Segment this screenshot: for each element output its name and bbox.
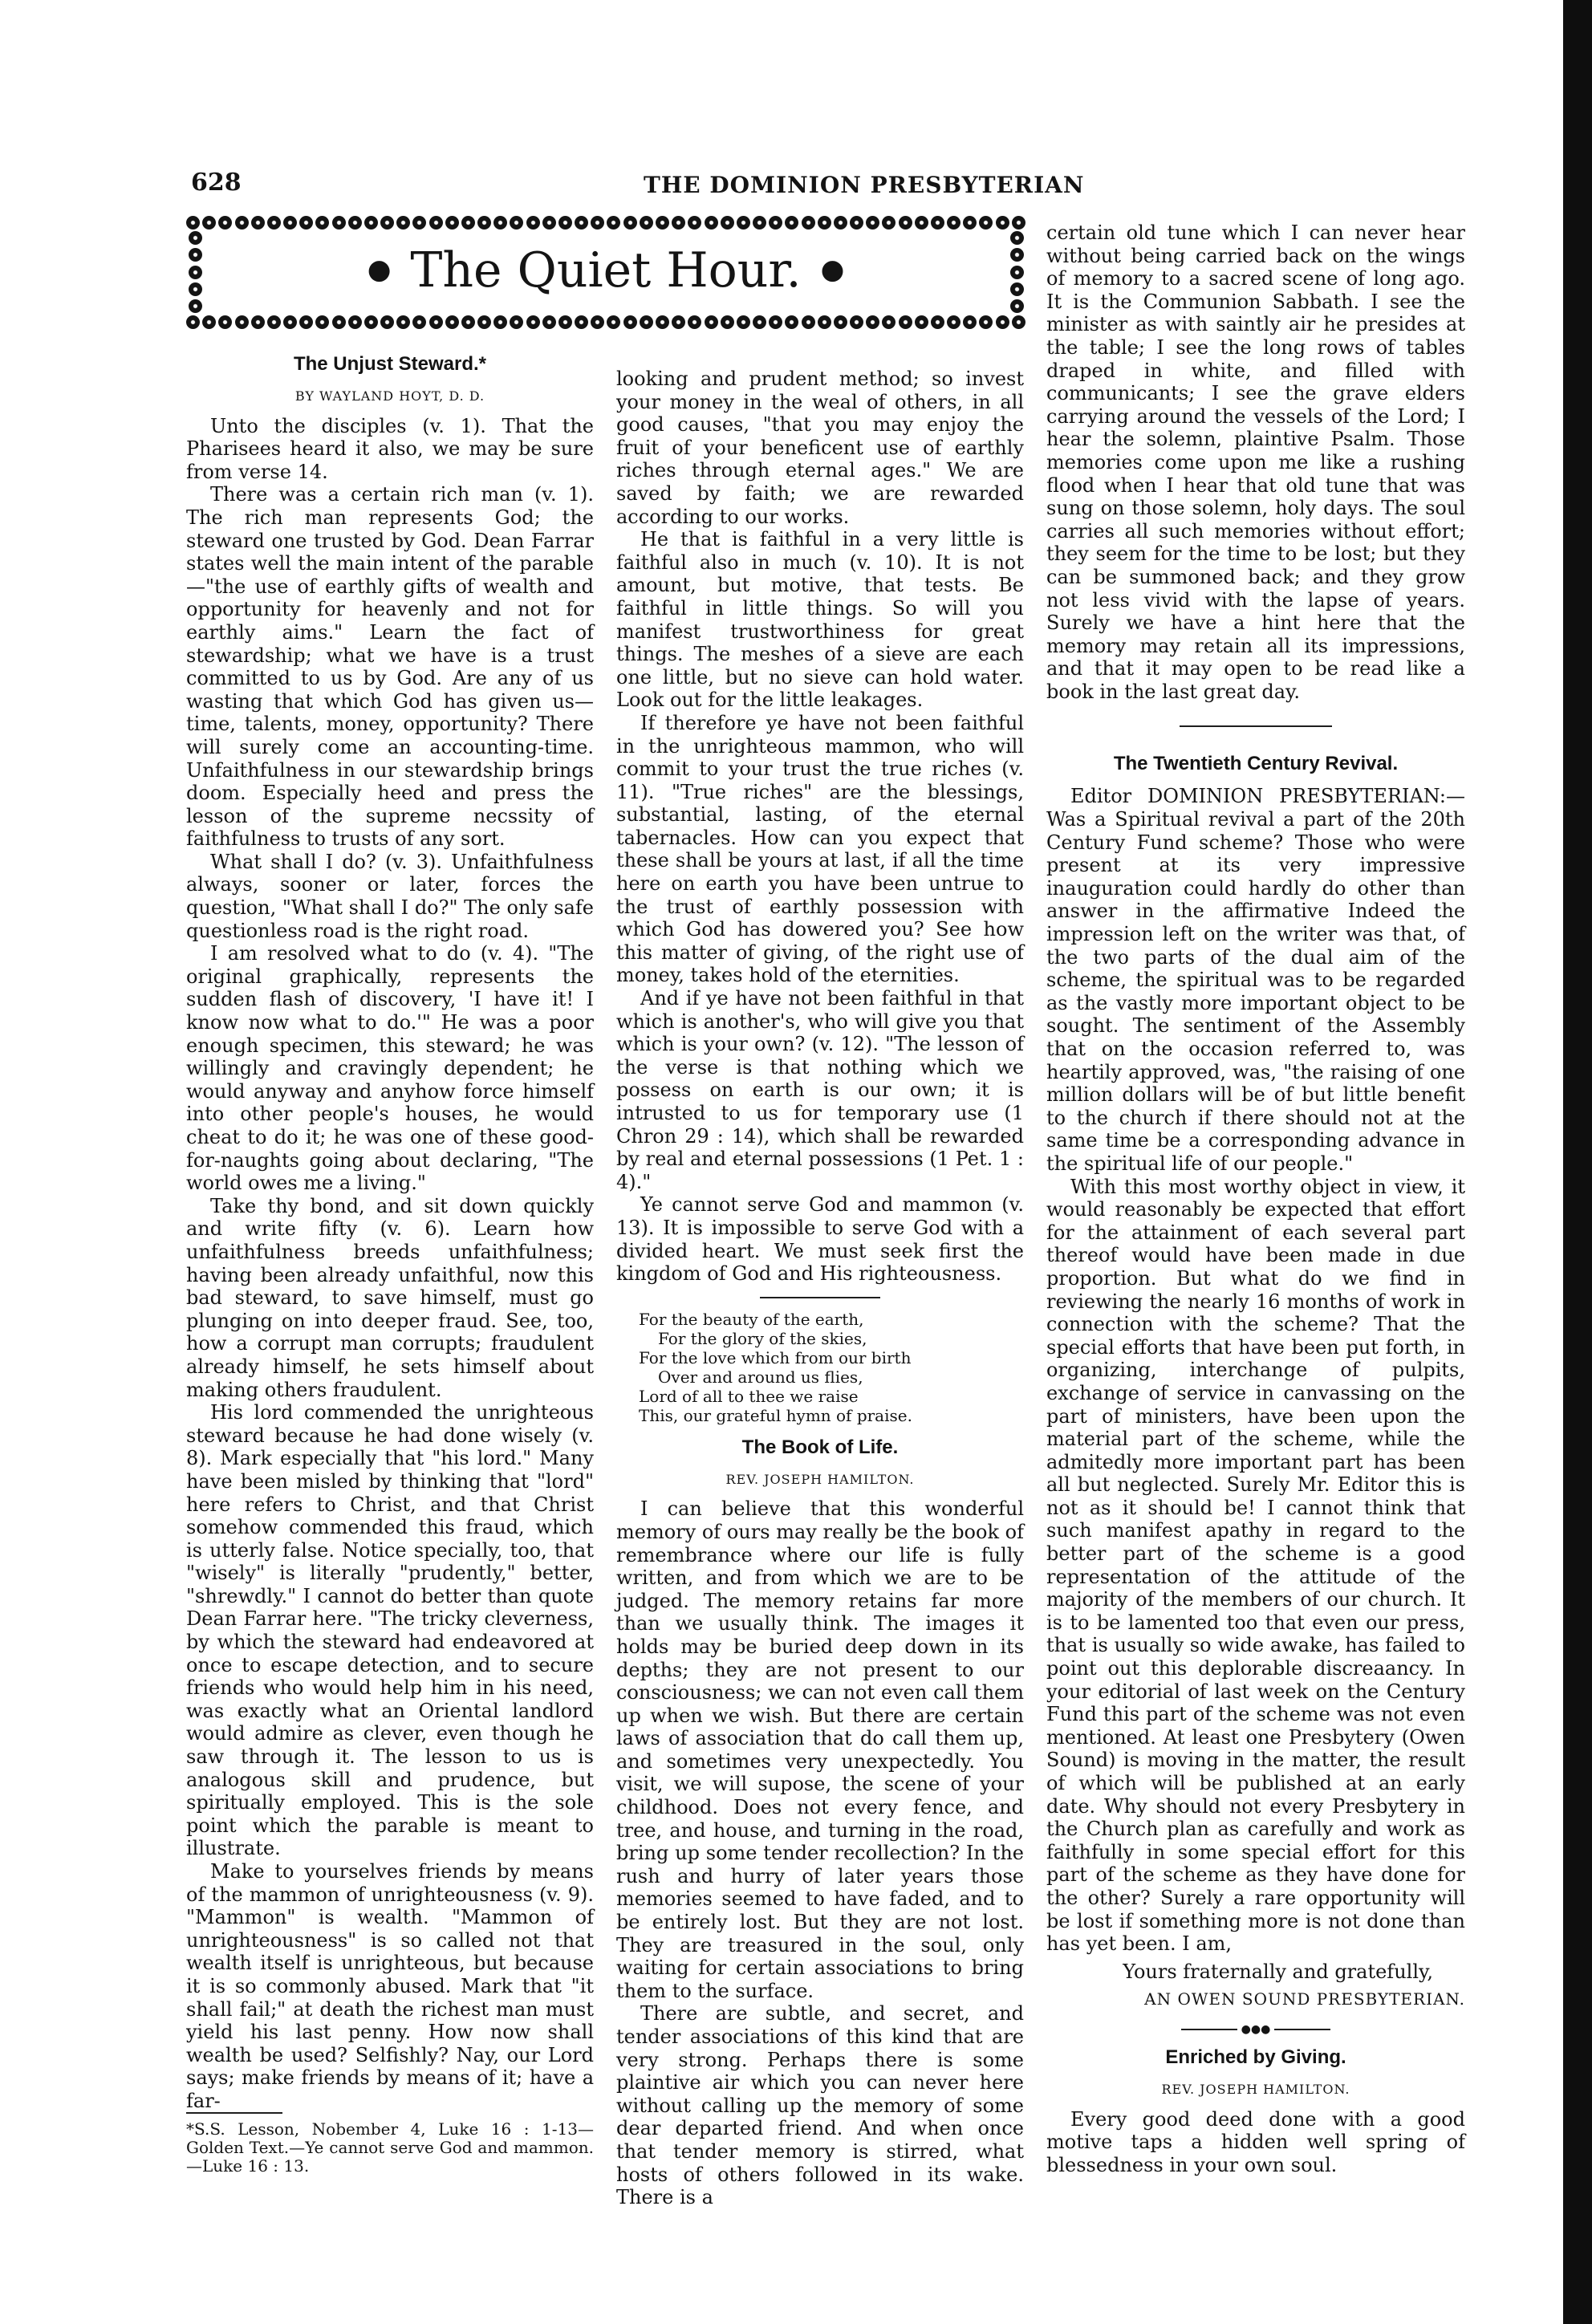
bead-ornament bbox=[510, 216, 523, 230]
bead-ornament bbox=[623, 315, 637, 329]
bead-ornament bbox=[332, 216, 346, 230]
article-title-book-of-life: The Book of Life. bbox=[741, 1436, 899, 1458]
bead-ornament bbox=[558, 216, 572, 230]
bead-ornament bbox=[299, 216, 313, 230]
bead-ornament bbox=[899, 216, 912, 230]
bead-ornament bbox=[251, 216, 265, 230]
bead-ornament bbox=[526, 315, 540, 329]
bead-ornament bbox=[607, 315, 620, 329]
bead-ornament bbox=[412, 216, 426, 230]
bead-ornament bbox=[834, 216, 847, 230]
bead-ornament bbox=[429, 315, 443, 329]
column-3 bbox=[1046, 221, 1465, 2176]
paragraph-continued: looking and prudent method; so invest your money in the weal of others, in all good causes, "that you may enjoy the fruit of your beneficent use of earthly riches through eternal ages." We are saved by faith; we are rewarded according to our works. bbox=[616, 368, 1024, 528]
paragraph: If therefore ye have not been faithful in the unrighteous mammon, who will commit to your trust the true riches (v. 11). "True riches" are the blessings, substantial, lasting, of the eternal tabernacles. How can you expect that these shall be yours at last, if all the time here on earth you have been untrue to the trust of earthly possession with which God has dowered you? See how this matter of giving, of the right use of money, takes hold of the eternities. bbox=[616, 711, 1024, 987]
verse-line: For the beauty of the earth, bbox=[639, 1309, 864, 1329]
bead-ornament bbox=[396, 315, 410, 329]
page-number: 628 bbox=[191, 169, 242, 197]
bead-ornament bbox=[963, 315, 977, 329]
bead-ornament bbox=[656, 315, 669, 329]
bead-ornament bbox=[769, 315, 782, 329]
bead-ornament bbox=[979, 216, 993, 230]
bead-ornament bbox=[979, 315, 993, 329]
bead-ornament bbox=[348, 216, 362, 230]
bead-ornament bbox=[315, 315, 329, 329]
ornament-dots: ●●● bbox=[1241, 2022, 1271, 2036]
bead-ornament bbox=[640, 216, 653, 230]
bead-ornament bbox=[364, 216, 378, 230]
bead-ornament bbox=[915, 216, 928, 230]
bead-ornament bbox=[235, 216, 249, 230]
bead-ornament bbox=[218, 216, 232, 230]
bead-ornament bbox=[575, 315, 588, 329]
bead-border-bottom bbox=[186, 313, 1025, 331]
bead-ornament bbox=[947, 216, 960, 230]
bead-ornament bbox=[299, 315, 313, 329]
paragraph-continued: certain old tune which I can never hear without being carried back on the wings of memory to a sacred scene of long ago. It is the Communion Sabbath. I see the minister as with saintly air he presides at the table; I see the long rows of tables draped in white, and filled with communicants; I see the grave elders carrying around the vessels of the Lord; I hear the solemn, plaintive Psalm. Those memories come upon me like a rushing flood when I hear that old tune that was sung on those solemn, holy days. The soul carries all such memories without effort; they seem for the time to be lost; but they can be summoned back; and they grow not less vivid with the lapse of years. Surely we have a hint here that the memory may retain all its impressions, and that it may open to be read like a book in the last great day. bbox=[1046, 221, 1465, 703]
bead-ornament bbox=[818, 315, 831, 329]
ornament-rule-left bbox=[1181, 2029, 1237, 2030]
bead-ornament bbox=[737, 216, 750, 230]
verse-line: For the love which from our birth bbox=[639, 1347, 912, 1367]
bead-ornament bbox=[705, 315, 718, 329]
bead-ornament bbox=[186, 216, 200, 230]
bead-ornament bbox=[251, 315, 265, 329]
bullet-ornament-right: ● bbox=[820, 254, 845, 286]
bead-border-top bbox=[186, 213, 1025, 231]
bead-ornament bbox=[267, 315, 281, 329]
bead-ornament bbox=[607, 216, 620, 230]
bead-ornament bbox=[688, 216, 701, 230]
bead-ornament bbox=[915, 315, 928, 329]
article-title-unjust-steward: The Unjust Steward.* bbox=[293, 353, 487, 375]
bead-ornament bbox=[477, 216, 491, 230]
paragraph: And if ye have not been faithful in that which is another's, who will give you that which is your own? (v. 12). "The lesson of the verse is that nothing which we possess on earth is our own; it is intrusted to us for temporary use (1 Chron 29 : 14), which shall be rewarded by real and eternal possessions (1 Pet. 1 : 4)." bbox=[616, 987, 1024, 1193]
footnote: *S.S. Lesson, Nobember 4, Luke 16 : 1-13—Golden Text.—Ye cannot serve God and mammon.—Luke 16 : 13. bbox=[186, 2119, 594, 2176]
paragraph: His lord commended the unrighteous steward because he had done wisely (v. 8). Mark especially that "his lord." Many have been misled by thinking that "lord" here refers to Christ, and that Christ somehow commended this fraud, which is utterly false. Notice specially, too, that "wisely" is literally "prudently," better, "shrewdly." I cannot do better than quote Dean Farrar here. "The tricky cleverness, by which the steward had endeavored at once to escape detection, and to secure friends who would help him in his need, was exactly what an Oriental landlord would admire as clever, even though he saw through it. The lesson to us is analogous skill and prudence, but spiritually employed. This is the sole point which the parable is meant to illustrate. bbox=[186, 1401, 594, 1860]
verse-line: For the glory of the skies, bbox=[658, 1328, 867, 1348]
bead-ornament bbox=[850, 315, 863, 329]
bead-ornament bbox=[947, 315, 960, 329]
bead-ornament bbox=[235, 315, 249, 329]
bead-ornament bbox=[202, 315, 216, 329]
bead-ornament bbox=[412, 315, 426, 329]
bead-ornament bbox=[283, 216, 297, 230]
bead-ornament bbox=[558, 315, 572, 329]
paragraph: Take thy bond, and sit down quickly and write fifty (v. 6). Learn how unfaithfulness breeds unfaithfulness; having been already unfaithful, now this bad steward, to save himself, must go plunging on into deeper fraud. See, too, how a corrupt man corrupts; fraudulent already himself, he sets himself about making others fraudulent. bbox=[186, 1194, 594, 1401]
bead-ornament bbox=[866, 315, 879, 329]
bead-ornament bbox=[996, 315, 1009, 329]
bead-ornament bbox=[996, 216, 1009, 230]
verse-line: This, our grateful hymn of praise. bbox=[639, 1405, 912, 1425]
bead-ornament bbox=[526, 216, 540, 230]
bead-ornament bbox=[283, 315, 297, 329]
bead-ornament bbox=[802, 216, 815, 230]
bead-ornament bbox=[882, 315, 896, 329]
paragraph: I am resolved what to do (v. 4). "The original graphically, represents the sudden flash of discovery, 'I have it! I know now what to do.'" He was a poor enough specimen, this steward; he was willingly and cravingly dependent; he would anyway and anyhow force himself into other people's houses, he would cheat to do it; he was one of these good-for-naughts going about declaring, "The world owes me a living." bbox=[186, 942, 594, 1195]
bead-ornament bbox=[769, 216, 782, 230]
verse-line: Over and around us flies, bbox=[658, 1367, 863, 1387]
verse-line: Lord of all to thee we raise bbox=[639, 1386, 859, 1406]
column-1 bbox=[186, 347, 594, 2113]
bead-ornament bbox=[186, 315, 200, 329]
paragraph: There are subtle, and secret, and tender associations of this kind that are very strong. Perhaps there is some plaintive air which you can never here without calling up the memory of some dear departed friend. And when once that tender memory is stirred, what hosts of others followed in its wake. There is a bbox=[616, 2002, 1024, 2209]
hymn-verse bbox=[639, 1310, 1024, 1425]
article-byline-unjust-steward: BY WAYLAND HOYT, D. D. bbox=[294, 388, 485, 404]
bead-ornament bbox=[396, 216, 410, 230]
bead-ornament bbox=[672, 216, 685, 230]
bead-ornament bbox=[429, 216, 443, 230]
letter-signature: AN OWEN SOUND PRESBYTERIAN. bbox=[1144, 1989, 1465, 2009]
paragraph: He that is faithful in a very little is faithful also in much (v. 10). It is not amount, but motive, that tests. Be faithful in little things. So will you manifest trustworthiness for great things. The meshes of a sieve are each one little, but no sieve can hold water. Look out for the little leakages. bbox=[616, 528, 1024, 712]
bead-ornament bbox=[542, 216, 556, 230]
bead-ornament bbox=[510, 315, 523, 329]
bead-ornament bbox=[931, 216, 944, 230]
paragraph: There was a certain rich man (v. 1). The rich man represents God; the steward one trusted by God. Dean Farrar states well the main intent of the parable—"the use of earthly gifts of wealth and opportunity for heavenly and not for earthly aims." Learn the fact of stewardship; what we have is a trust committed to us by God. Are any of us wasting that which God has given us—time, talents, money, opportunity? There will surely come an accounting-time. Unfaithfulness in our stewardship brings doom. Especially heed and press the lesson of the supreme necssity of faithfulness to trusts of any sort. bbox=[186, 483, 594, 851]
letter-closing: Yours fraternally and gratefully, bbox=[1123, 1960, 1433, 1983]
bead-ornament bbox=[672, 315, 685, 329]
paragraph: Unto the disciples (v. 1). That the Pharisees heard it also, we may be sure from verse 14. bbox=[186, 414, 594, 483]
divider-rule bbox=[760, 1297, 880, 1298]
bead-ornament bbox=[1012, 315, 1025, 329]
bead-ornament bbox=[963, 216, 977, 230]
article-byline-enriched-by-giving: REV. JOSEPH HAMILTON. bbox=[1161, 2081, 1350, 2097]
bead-ornament bbox=[202, 216, 216, 230]
section-title-text: The Quiet Hour. bbox=[410, 242, 802, 299]
bead-ornament bbox=[866, 216, 879, 230]
bead-ornament bbox=[348, 315, 362, 329]
ornament-rule-right bbox=[1274, 2029, 1330, 2030]
bead-ornament bbox=[834, 315, 847, 329]
footnote-rule bbox=[186, 2112, 282, 2114]
bead-ornament bbox=[493, 315, 507, 329]
letter-paragraph: With this most worthy object in view, it would reasonably be expected that effort for the attainment of each several part thereof would have been made in due proportion. But what do we find in reviewing the nearly 16 months of work in connection with the scheme? That the special efforts that have been put forth, in organizing, interchange of pulpits, exchange of service in canvassing on the part of ministers, have been upon the material part of the scheme, while the admitedly more important part has been all but neglected. Surely Mr. Editor this is not as it should be! I cannot think that such manifest apathy in regard to the better part of the scheme is a good representation of the attitude of the majority of the members of our church. It is to be lamented too that even our press, that is usually so wide awake, has failed to point out this deplorable discreaancy. In your editorial of last week on the Century Fund this part of the scheme was not even mentioned. At least one Presbytery (Owen Sound) is moving in the matter, the result of which will be published at an early date. Why should not every Presbytery in the Church plan as carefully and work as faithfully in some special effort for this part of the scheme as they have done for the other? Surely a rare opportunity will be lost if something more is not done than has yet been. I am, bbox=[1046, 1175, 1465, 1956]
bullet-ornament-left: ● bbox=[367, 254, 392, 286]
bead-ornament bbox=[267, 216, 281, 230]
bead-ornament bbox=[380, 216, 394, 230]
bead-ornament bbox=[721, 216, 734, 230]
bead-ornament bbox=[882, 216, 896, 230]
bead-ornament bbox=[445, 216, 459, 230]
bead-ornament bbox=[315, 216, 329, 230]
bead-ornament bbox=[818, 216, 831, 230]
bead-ornament bbox=[461, 216, 475, 230]
paragraph: I can believe that this wonderful memory of ours may really be the book of remembrance where our life is fully written, and from which we are to be judged. The memory retains far more than we usually think. The images it holds may be buried deep down in its depths; they are not present to our consciousness; we can not even call them up when we wish. But there are certain laws of association that do call them up, and sometimes very unexpectedly. You visit, we will supose, the scene of your childhood. Does not every fence, and tree, and house, and turning in the road, bring up some tender recollection? In the rush and hurry of later years those memories seemed to have faded, and to be entirely lost. But they are not lost. They are treasured in the soul, only waiting for certain associations to bring them to the surface. bbox=[616, 1497, 1024, 2002]
bead-ornament bbox=[591, 216, 604, 230]
bead-ornament bbox=[850, 216, 863, 230]
bead-ornament bbox=[785, 216, 798, 230]
bead-ornament bbox=[461, 315, 475, 329]
bead-ornament bbox=[785, 315, 798, 329]
paragraph: What shall I do? (v. 3). Unfaithfulness always, sooner or later, forces the question, "What shall I do?" The only safe questionless road is the right road. bbox=[186, 850, 594, 942]
bead-ornament bbox=[591, 315, 604, 329]
bead-ornament bbox=[218, 315, 232, 329]
article-title-enriched-by-giving: Enriched by Giving. bbox=[1165, 2046, 1346, 2068]
article-title-twentieth-century: The Twentieth Century Revival. bbox=[1113, 753, 1399, 775]
bead-ornament bbox=[332, 315, 346, 329]
letter-paragraph: Editor DOMINION PRESBYTERIAN:—Was a Spiritual revival a part of the 20th Century Fund scheme? Those who were present at its very impressive inauguration could hardly do other than answer in the affirmative Indeed the impression left on the writer was that, of the two parts of the dual aim of the scheme, the spiritual was to be regarded as the vastly more important object to be sought. The sentiment of the Assembly that on the occasion referred to, was heartily approved, was, "the raising of one million dollars will be of but little benefit to the church if there should not at the same time be a corresponding advance in the spiritual life of our people." bbox=[1046, 785, 1465, 1175]
bead-ornament bbox=[753, 216, 766, 230]
bead-ornament bbox=[1012, 216, 1025, 230]
bead-ornament bbox=[688, 315, 701, 329]
bead-ornament bbox=[802, 315, 815, 329]
article-byline-book-of-life: REV. JOSEPH HAMILTON. bbox=[725, 1471, 915, 1487]
bead-ornament bbox=[737, 315, 750, 329]
bead-ornament bbox=[656, 216, 669, 230]
bead-ornament bbox=[380, 315, 394, 329]
ornament-divider bbox=[1046, 2024, 1465, 2035]
bead-ornament bbox=[931, 315, 944, 329]
bead-ornament bbox=[721, 315, 734, 329]
bead-ornament bbox=[364, 315, 378, 329]
paragraph: Every good deed done with a good motive taps a hidden well spring of blessedness in your own soul. bbox=[1046, 2107, 1465, 2176]
bead-ornament bbox=[753, 315, 766, 329]
bead-ornament bbox=[575, 216, 588, 230]
bead-ornament bbox=[623, 216, 637, 230]
bead-ornament bbox=[640, 315, 653, 329]
section-title bbox=[186, 238, 1025, 303]
bead-ornament bbox=[493, 216, 507, 230]
quiet-hour-banner bbox=[186, 213, 1025, 331]
bead-ornament bbox=[705, 216, 718, 230]
bead-ornament bbox=[477, 315, 491, 329]
bead-ornament bbox=[445, 315, 459, 329]
bead-ornament bbox=[899, 315, 912, 329]
paragraph: Make to yourselves friends by means of the mammon of unrighteousness (v. 9). "Mammon" is wealth. "Mammon of unrighteousness" is so called not that wealth itself is unrighteous, but because it is so commonly abused. Mark that "it shall fail;" at death the richest man must yield his last penny. How now shall wealth be used? Selfishly? Nay, our Lord says; make friends by means of it; have a far- bbox=[186, 1860, 594, 2112]
column-2 bbox=[616, 368, 1024, 2209]
running-head: THE DOMINION PRESBYTERIAN bbox=[644, 172, 1085, 198]
bead-ornament bbox=[542, 315, 556, 329]
divider-rule bbox=[1180, 725, 1332, 727]
paragraph: Ye cannot serve God and mammon (v. 13). It is impossible to serve God with a divided heart. We must seek first the kingdom of God and His righteousness. bbox=[616, 1193, 1024, 1286]
